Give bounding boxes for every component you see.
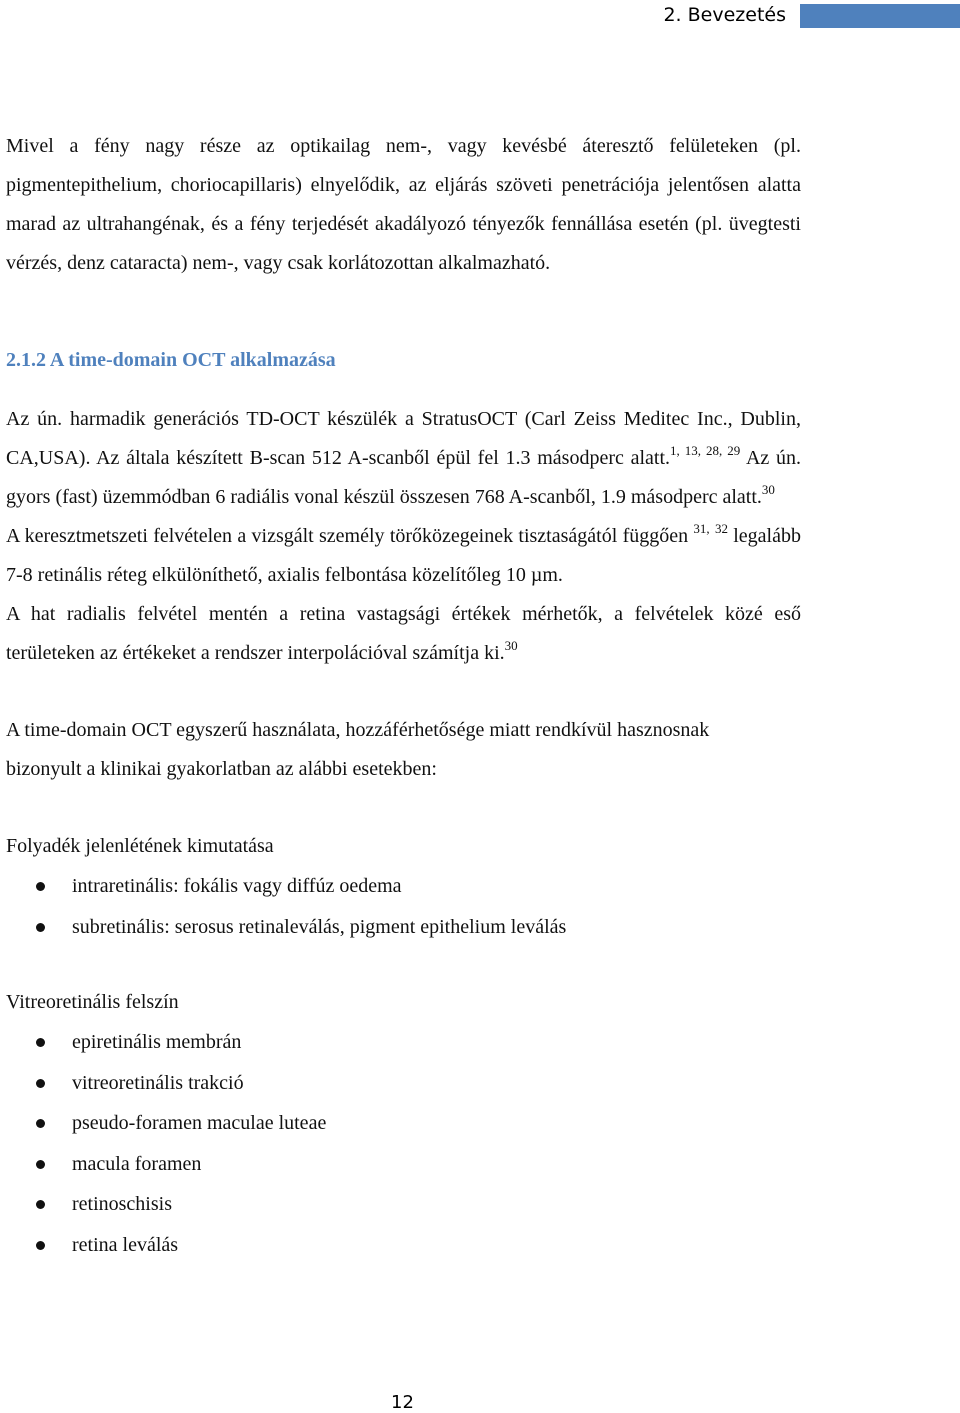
page-body [6,127,801,1265]
citation-ref: 31, [693,521,710,536]
resolution-text-2: legalább 7-8 retinális réteg elkülöníthető, axialis felbontása közelítőleg 10 µm. [6,525,801,586]
stratus-paragraph [6,400,801,517]
bullet-icon [36,1079,45,1088]
radial-paragraph [6,595,801,673]
vitreo-list [6,1022,801,1265]
usage-paragraph [6,711,801,789]
usage-line-2: bizonyult a klinikai gyakorlatban az alábbi esetekben: [6,758,437,780]
citation-ref: 30 [504,638,518,653]
fluid-section-title: Folyadék jelenlétének kimutatása [6,835,274,857]
bullet-icon [36,1119,45,1128]
list-item: intraretinális: fokális vagy diffúz oedema [6,866,801,907]
list-item: subretinális: serosus retinaleválás, pigment epithelium leválás [6,907,801,948]
bullet-icon [36,923,45,932]
citation-ref: 30 [761,482,775,497]
list-item: macula foramen [6,1144,801,1185]
list-item: retina leválás [6,1225,801,1266]
fluid-list [6,866,801,947]
page-number: 12 [391,1392,414,1413]
resolution-paragraph [6,517,801,595]
citation-ref: 1, 13, 28, 29 [670,443,741,458]
stratus-text-2: Az ún. gyors (fast) üzemmódban 6 radiális vonal készül összesen 768 A-scanből, 1.9 másodperc alatt. [6,447,802,508]
running-header-bar [800,4,960,28]
running-header-title: 2. Bevezetés [663,4,786,26]
intro-paragraph: Mivel a fény nagy része az optikailag nem-, vagy kevésbé áteresztő felületeken (pl. pigmentepithelium, choriocapillaris) elnyelődik, az eljárás szöveti penetrációja jelentősen alatta marad az ultrahangénak, és a fény terjedését akadályozó tényezők fennállása esetén (pl. üvegtesti vérzés, denz cataracta) nem-, vagy csak korlátozottan alkalmazható. [6,135,801,274]
list-item: epiretinális membrán [6,1022,801,1063]
bullet-icon [36,1200,45,1209]
bullet-icon [36,1160,45,1169]
vitreo-section-title: Vitreoretinális felszín [6,991,179,1013]
list-item: pseudo-foramen maculae luteae [6,1103,801,1144]
resolution-text-1: A keresztmetszeti felvételen a vizsgált személy törőközegeinek tisztaságától függően [6,525,694,547]
bullet-icon [36,1038,45,1047]
stratus-text-1: Az ún. harmadik generációs TD-OCT készülék a StratusOCT (Carl Zeiss Meditec Inc., Dublin, CA,USA). Az általa készített B-scan 512 A-scanből épül fel 1.3 másodperc alatt. [6,408,801,469]
radial-text: A hat radialis felvétel mentén a retina vastagsági értékek mérhetők, a felvételek közé eső területeken az értékeket a rendszer interpolációval számítja ki. [6,603,801,664]
citation-ref: 32 [714,521,728,536]
usage-line-1: A time-domain OCT egyszerű használata, hozzáférhetősége miatt rendkívül hasznosnak [6,719,710,741]
bullet-icon [36,882,45,891]
section-heading: 2.1.2 A time-domain OCT alkalmazása [6,349,336,371]
bullet-icon [36,1241,45,1250]
list-item: vitreoretinális trakció [6,1063,801,1104]
list-item: retinoschisis [6,1184,801,1225]
